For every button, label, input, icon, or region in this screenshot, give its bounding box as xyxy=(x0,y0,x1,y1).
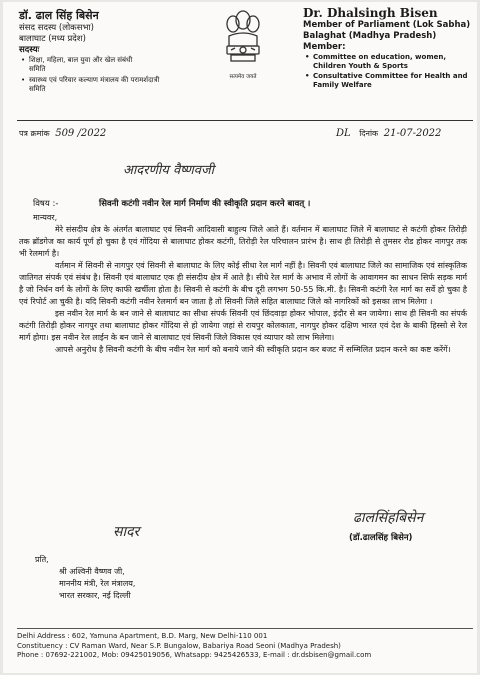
committee-item-en: • Committee on education, women, Children Youth & Sports xyxy=(303,53,473,71)
subject-label: विषय :- xyxy=(33,199,59,209)
national-emblem-icon xyxy=(221,6,265,72)
body-paragraph: आपसे अनुरोध है सिवनी कटंगी के बीच नवीन रेल मार्ग को बनाये जाने की स्वीकृति प्रदान कर बजट में सम्मिलित प्रदान करने का कष्ट करेंगें। xyxy=(55,345,451,354)
member-label-hi: सदस्यः xyxy=(19,45,40,55)
signature-script: ढालसिंहबिसेन xyxy=(353,510,424,526)
ref-label: पत्र क्रमांक xyxy=(19,129,50,138)
date-value: 21-07-2022 xyxy=(383,128,442,139)
sender-title-en: Member of Parliament (Lok Sabha) xyxy=(303,20,471,30)
reference-date xyxy=(333,128,441,139)
committee-item-en: • Consultative Committee for Health and Family Welfare xyxy=(303,72,473,90)
date-label: दिनांक xyxy=(359,129,379,138)
header-divider xyxy=(17,120,473,121)
greeting: मान्यवर, xyxy=(33,213,58,222)
sender-name-hi: डॉ. ढाल सिंह बिसेन xyxy=(19,9,99,22)
member-label-en: Member: xyxy=(303,42,346,52)
letterhead-english xyxy=(303,4,473,90)
footer-phone: Phone : 07692-221002, Mob: 09425019056, Whatsapp: 9425426533, E-mail : dr.dsbisen@gmail.com xyxy=(17,651,372,659)
sender-name-en: Dr. Dhalsingh Bisen xyxy=(303,6,438,20)
recipient-line: श्री अश्विनी वैष्णव जी, xyxy=(59,567,125,576)
closing-handwritten: सादर xyxy=(113,524,140,540)
recipient-label: प्रति, xyxy=(35,555,49,564)
ref-code: DL xyxy=(336,128,351,139)
ref-value: 509 /2022 xyxy=(55,128,107,139)
body-paragraph: वर्तमान में सिवनी से नागपुर एवं सिवनी से बालाघाट के लिए कोई सीधा रेल मार्ग नहीं है। सिवनी एवं बालाघाट जिले का सामाजिक एवं सांस्कृतिक जातिगत संपर्क एवं संबंध है। सिवनी एवं बालाघाट एक ही संसदीय क्षेत्र में आते है। सीधे रेल मार्ग के अभाव में लोगों के आवागमन का साधन सिर्फ सड़क मार्ग है जो निर्धन वर्ग के लोगों के लिए काफी खर्चीला होता है। सिवनी से कटंगी के बीच दूरी लगभग 50-55 कि.मी. है। सिवनी कटंगी रेल मार्ग का सर्वे हो चुका है एवं रिपोर्ट आ चुकी है। यदि सिवनी कटंगी नवीन रेलमार्ग बन जाता है तो सिवनी जिले सहित बालाघाट जिले को नागरिकों को इसका लाभ मिलेगा । xyxy=(19,261,467,306)
footer-delhi-address: Delhi Address : 602, Yamuna Apartment, B.D. Marg, New Delhi-110 001 xyxy=(17,632,268,640)
letterhead-hindi xyxy=(19,6,189,94)
signature-name: (डॉ.ढालसिंह बिसेन) xyxy=(349,533,413,543)
body-paragraph: इस नवीन रेल मार्ग के बन जाने से बालाघाट का सीधा संपर्क सिवनी एवं छिंदवाड़ा होकर भोपाल, इंदौर से बन जायेगा। साथ ही सिवनी का संपर्क कटंगी तिरोड़ी होकर नागपुर तथा बालाघाट होकर गोंदिया से हो जायेगा जहां से रायपुर कोलकाता, नागपुर होकर दक्षिण भारत एवं देश के बाकी हिस्सो से रेल मार्ग होगा। इस नवीन रेल लाईन के बन जाने से बालाघाट एवं सिवनी जिले विकास एवं व्यापार को लाभ मिलेगा। xyxy=(19,309,467,342)
emblem-motto: सत्यमेव जयते xyxy=(229,74,257,80)
recipient-block xyxy=(35,554,136,602)
committee-item-hi: • शिक्षा, महिला, बाल युवा और खेल संबंधी समिति xyxy=(19,56,147,74)
body-paragraph: मेरे संसदीय क्षेत्र के अंतर्गत बालाघाट एवं सिवनी आदिवासी बाहुल्य जिले आते हैं। वर्तमान में बालाघाट जिले में बालाघाट से कटंगी होकर तिरोड़ी तक ब्रॉडगेज का कार्य पूर्ण हो चुका है एवं गोंदिया से बालाघाट होकर कटंगी, तिरोड़ी रेल परिचालन प्रारंभ है। साथ ही तिरोड़ी से तुमसर रोड होकर नागपुर तक भी रेलमार्ग है। xyxy=(19,225,467,258)
sender-title-hi: संसद सदस्य (लोकसभा) xyxy=(19,23,94,33)
committee-item-hi: • स्वास्थ्य एवं परिवार कल्याण मंत्रालय की परामर्शदात्री समिति xyxy=(19,76,169,94)
reference-number xyxy=(19,128,106,139)
letter-body xyxy=(19,212,467,356)
sender-constituency-en: Balaghat (Madhya Pradesh) xyxy=(303,31,437,41)
letter-page xyxy=(3,2,477,673)
footer-divider xyxy=(17,628,473,629)
recipient-line: माननीय मंत्री, रेल मंत्रालय, xyxy=(59,579,136,588)
salutation: आदरणीय वैष्णवजी xyxy=(123,163,214,178)
recipient-line: भारत सरकार, नई दिल्ली xyxy=(59,591,131,600)
sender-constituency-hi: बालाघाट (मध्य प्रदेश) xyxy=(19,34,86,44)
footer-contact xyxy=(17,632,371,661)
subject-text: सिवनी कटंगी नवीन रेल मार्ग निर्माण की स्वीकृति प्रदान करने बावत् । xyxy=(99,199,311,209)
footer-constituency-address: Constituency : CV Raman Ward, Near S.P. Bungalow, Babariya Road Seoni (Madhya Pradesh) xyxy=(17,641,341,650)
